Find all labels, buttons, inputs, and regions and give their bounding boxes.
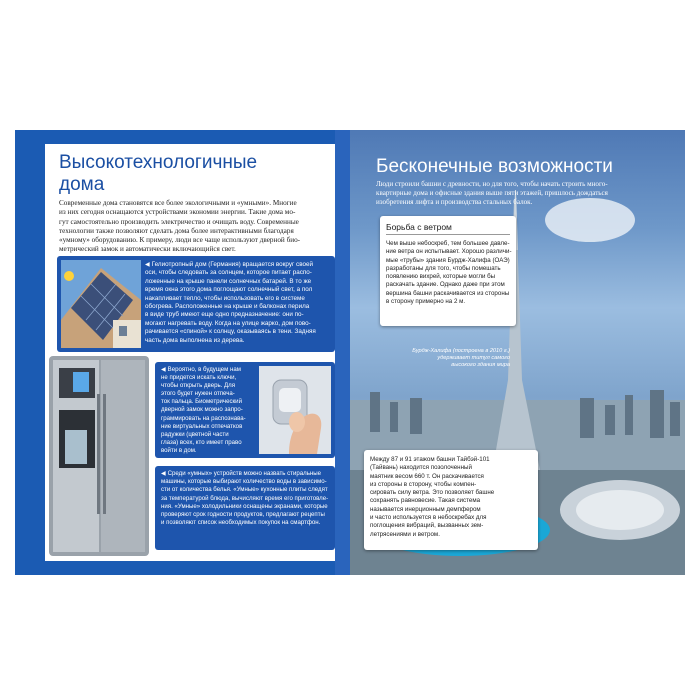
arrow-bullet-icon: ◀ bbox=[145, 262, 150, 268]
page-title bbox=[59, 152, 257, 196]
intro-text: Современные дома становятся все более экологичными и «умными». Многие из них сегодня оснащаются устройствами экономии энергии. Такие дома мо- гут самостоятельно производить электричество и очищать воду. Современные технологии также позволяют сделать дома более интерактивными благодаря «умному» оборудованию. К примеру, люди все чаще используют дверной био- метрический замок и автоматически включающийся свет. bbox=[59, 199, 301, 254]
book-spread bbox=[15, 130, 685, 575]
bottom-blue-band bbox=[15, 561, 350, 575]
burj-caption: Бурдж-Халифа (построена в 2010 г.) удерживает титул самого высокого здания мира bbox=[412, 348, 510, 368]
smart-devices-text: ◀ Среди «умных» устройств можно назвать стиральные машины, которые выбирают количество воды в зависимо- сти от количества белья. «Умные» кухонные плиты следят за температурой блюда, вычисляют время его приготовле- ния. «Умные» холодильники оснащены экранами, которые проверяют срок годности продуктов, предлагают рецепты и позволяют список необходимых покупок на смартфон. bbox=[161, 470, 329, 527]
heliotrope-text: ◀ Гелиотропный дом (Германия) вращается вокруг своей оси, чтобы следовать за солнцем, которое питает распо- ложенные на крыше панели солнечных батарей. В то же время окна этого дома поглощают солнечный свет, а пол накапливает тепло, чтобы использовать его в системе обогрева. Расположенные на крыше и балконах перила в виде труб имеют еще одно предназначение: они по- могают нагревать воду. Когда на улице жарко, дом пово- рачивается «спиной» к солнцу, оказываясь в тени. Задняя часть дома выполнена из дерева. bbox=[145, 261, 316, 344]
title-line-1: Высокотехнологичные bbox=[59, 152, 258, 173]
gutter-band bbox=[335, 130, 350, 575]
fingerprint-lock-photo bbox=[259, 366, 331, 454]
arrow-bullet-icon: ◀ bbox=[161, 471, 166, 477]
solar-house-photo bbox=[61, 260, 141, 348]
wind-box-text: Чем выше небоскреб, тем большее давле- ние ветра он испытывает. Хорошо различи- мые «трубы» здания Бурдж-Халифа (ОАЭ) разработаны для того, чтобы помешать появлению вихрей, которые могли бы раскачать здание. Однако даже при этом вершина башни раскачивается из стороны в сторону примерно на 2 м. bbox=[386, 240, 512, 306]
left-blue-margin bbox=[15, 130, 45, 575]
wind-box-divider bbox=[386, 234, 510, 235]
left-page bbox=[15, 130, 350, 575]
right-intro: Люди строили башни с древности, но для того, чтобы начать строить много- квартирные дома и офисные здания выше пяти этажей, пришлось дождаться изобретения лифта и производства стальных балок. bbox=[376, 180, 608, 207]
damper-box-text: Между 87 и 91 этажом башни Тайбэй-101 (Тайвань) находится позолоченный маятник весом 660 т. Он раскачивается из стороны в сторону, чтобы компен- сировать силу ветра. Это позволяет башне сохранять равновесие. Такая система называется инерционным демпфером и часто используется в небоскребах для поглощения вибраций, вызванных зем- летрясениями и ветром. bbox=[370, 456, 495, 538]
arrow-bullet-icon: ◀ bbox=[161, 367, 166, 373]
title-line-2: дома bbox=[59, 174, 105, 195]
wind-box-title: Борьба с ветром bbox=[386, 222, 452, 232]
biometric-text: ◀ Вероятно, в будущем нам не придется искать ключи, чтобы открыть дверь. Для этого будет нужен отпеча- ток пальца. Биометрический дверной замок можно запро- граммировать на распознава- ние виртуальных отпечатков радужки (цветной части глаза) всех, кто имеет право войти в дом. bbox=[161, 366, 246, 454]
smart-fridge-photo bbox=[45, 354, 155, 560]
right-page bbox=[350, 130, 685, 575]
top-blue-band bbox=[15, 130, 350, 144]
right-title: Бесконечные возможности bbox=[376, 156, 613, 177]
